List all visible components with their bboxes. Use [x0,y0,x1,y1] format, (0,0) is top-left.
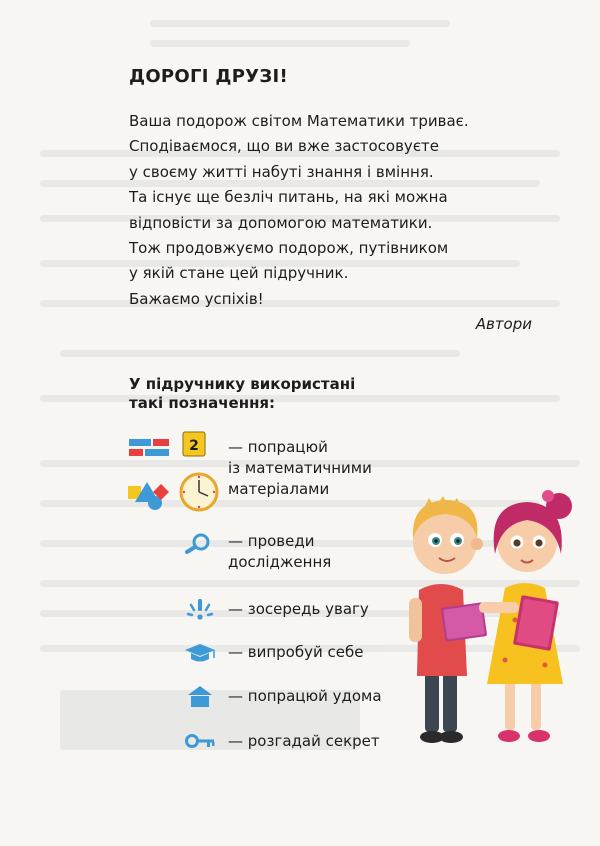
legend-item-text [228,686,382,707]
legend-item-line: матеріалами [228,480,330,498]
intro-line: відповісти за допомогою математики. [129,213,433,232]
children-illustration [405,480,575,760]
intro-line: Тож продовжуємо подорож, путівником [129,239,449,258]
intro-line: у своєму житті набуті знання і вміння. [129,162,434,181]
boy-figure [409,496,487,743]
legend-item-line: — попрацюй удома [228,687,382,705]
legend-item-line: — проведи [228,532,315,550]
authors-signature: Автори [475,315,532,333]
house-icon [125,685,225,715]
legend-item-line: дослідження [228,553,332,571]
legend-item-text [228,599,369,620]
legend-item-line: із математичними [228,459,372,477]
intro-line: Та існує ще безліч питань, на які можна [129,188,448,207]
legend-item-line: — випробуй себе [228,643,364,661]
legend-item-text [228,531,331,573]
legend-item-line: — розгадай секрет [228,732,380,750]
materials-icon [125,430,225,520]
girl-figure [479,490,572,742]
legend-item-line: — зосередь увагу [228,600,369,618]
legend-heading [129,375,355,413]
graduation-cap-icon [125,642,225,672]
intro-line: у якій стане цей підручник. [129,264,349,283]
attention-icon [125,597,225,627]
page-title: ДОРОГІ ДРУЗІ! [129,66,288,87]
number-card-label: 2 [189,438,199,454]
wish-text: Бажаємо успіхів! [129,290,264,308]
intro-paragraph [129,109,549,287]
legend-item-text [228,437,372,500]
legend-item-text [228,642,363,663]
legend-item-text [228,731,380,752]
intro-line: Сподіваємося, що ви вже застосовуєте [129,137,440,156]
legend-heading-line: У підручнику використані [129,375,356,393]
magnifier-icon [125,528,225,568]
intro-line: Ваша подорож світом Математики триває. [129,112,469,130]
legend-heading-line: такі позначення: [129,394,276,412]
legend-item-line: — попрацюй [228,438,328,456]
key-icon [125,730,225,760]
